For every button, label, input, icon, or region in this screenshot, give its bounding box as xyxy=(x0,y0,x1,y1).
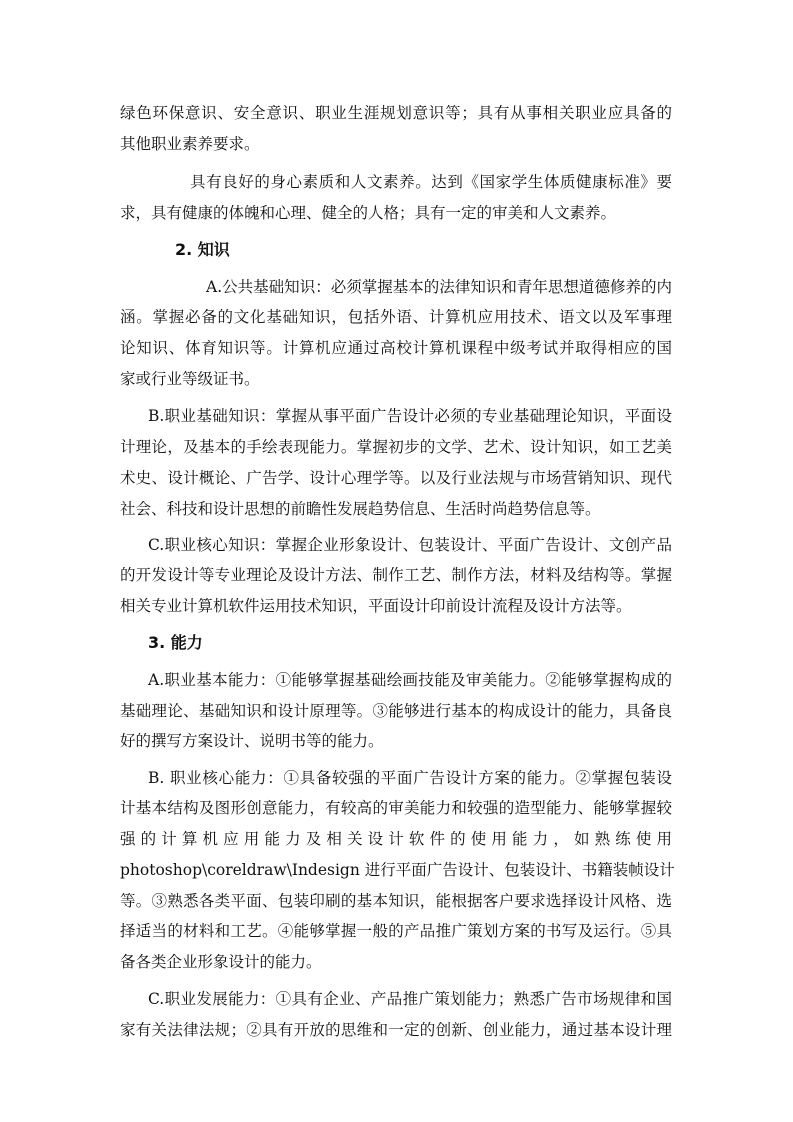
text-line: 计基本结构及图形创意能力，有较高的审美能力和较强的造型能力、能够掌握较 xyxy=(120,799,672,817)
text-line: 具有良好的身心素质和人文素养。达到《国家学生体质健康标准》要 xyxy=(190,173,672,191)
text-line: 好的撰写方案设计、说明书等的能力。 xyxy=(120,732,384,750)
text-line: 备各类企业形象设计的能力。 xyxy=(120,953,322,971)
text-line: 计理论，及基本的手绘表现能力。掌握初步的文学、艺术、设计知识，如工艺美 xyxy=(120,438,672,456)
text-line: C.职业核心知识：掌握企业形象设计、包装设计、平面广告设计、文创产品 xyxy=(148,536,672,554)
text-line: A.职业基本能力：①能够掌握基础绘画技能及审美能力。②能够掌握构成的 xyxy=(148,671,672,689)
text-line: 家或行业等级证书。 xyxy=(120,370,260,388)
text-line: 涵。掌握必备的文化基础知识，包括外语、计算机应用技术、语文以及军事理 xyxy=(120,308,672,326)
text-line: 择适当的材料和工艺。④能够掌握一般的产品推广策划方案的书写及运行。⑤具 xyxy=(120,922,672,940)
text-line: 其他职业素养要求。 xyxy=(120,135,260,153)
section-heading-ability: 3. 能力 xyxy=(148,633,203,652)
text-line: B.职业基础知识：掌握从事平面广告设计必须的专业基础理论知识，平面设 xyxy=(148,407,672,425)
text-line: C.职业发展能力：①具有企业、产品推广策划能力；熟悉广告市场规律和国 xyxy=(148,990,672,1008)
text-line: 社会、科技和设计思想的前瞻性发展趋势信息、生活时尚趋势信息等。 xyxy=(120,500,601,518)
text-line: 术史、设计概论、广告学、设计心理学等。以及行业法规与市场营销知识、现代 xyxy=(120,469,672,487)
text-line: A.公共基础知识：必须掌握基本的法律知识和青年思想道德修养的内 xyxy=(206,278,672,296)
text-line: 绿色环保意识、安全意识、职业生涯规划意识等；具有从事相关职业应具备的 xyxy=(120,104,672,122)
section-heading-knowledge: 2. 知识 xyxy=(175,240,230,259)
text-line: 强的计算机应用能力及相关设计软件的使用能力，如熟练使用 xyxy=(120,830,672,848)
text-line: 论知识、体育知识等。计算机应通过高校计算机课程中级考试并取得相应的国 xyxy=(120,339,672,357)
text-line: 的开发设计等专业理论及设计方法、制作工艺、制作方法，材料及结构等。掌握 xyxy=(120,566,672,584)
text-line: 相关专业计算机软件运用技术知识，平面设计印前设计流程及设计方法等。 xyxy=(120,597,632,615)
text-line: 基础理论、基础知识和设计原理等。③能够进行基本的构成设计的能力，具备良 xyxy=(120,702,672,720)
text-line: 求，具有健康的体魄和心理、健全的人格；具有一定的审美和人文素养。 xyxy=(120,204,617,222)
text-line: photoshop\coreldraw\Indesign 进行平面广告设计、包装设计、书籍装帧设计 xyxy=(120,861,675,879)
text-line: 家有关法律法规；②具有开放的思维和一定的创新、创业能力，通过基本设计理 xyxy=(120,1021,672,1039)
text-line: 等。③熟悉各类平面、包装印刷的基本知识，能根据客户要求选择设计风格、选 xyxy=(120,892,672,910)
text-line: B. 职业核心能力：①具备较强的平面广告设计方案的能力。②掌握包装设 xyxy=(148,769,672,787)
